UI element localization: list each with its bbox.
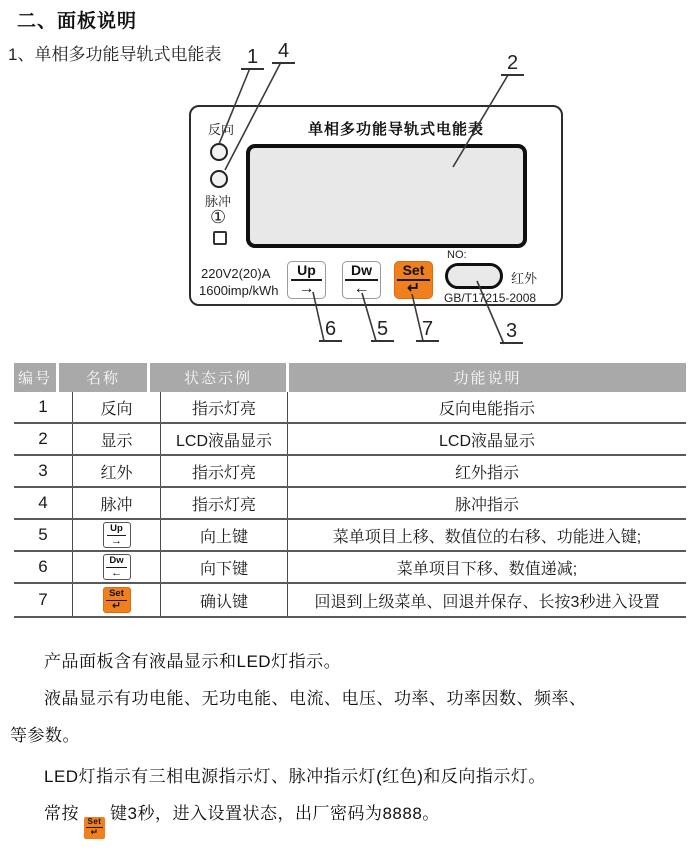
callout-6: 6	[319, 319, 342, 342]
lcd-display	[246, 144, 527, 248]
row-desc: 红外指示	[287, 456, 686, 486]
table-row	[14, 520, 686, 552]
enter-arrow-icon: ↵	[406, 280, 421, 297]
infrared-label: 红外	[511, 271, 538, 286]
paragraph-text: 键3秒，进入设置状态，出厂密码为8888。	[110, 804, 440, 823]
down-button-label: Dw	[345, 263, 378, 281]
up-arrow-icon: →	[111, 534, 122, 547]
row-number: 3	[38, 461, 48, 480]
body-text	[10, 643, 692, 839]
no-label: NO:	[447, 249, 467, 261]
row-status: 指示灯亮	[160, 488, 287, 518]
row-status: 指示灯亮	[160, 456, 287, 486]
up-key-label: Up	[107, 524, 126, 536]
dw-arrow-icon: ←	[111, 566, 122, 579]
row-status: 确认键	[160, 584, 287, 616]
row-status: 向上键	[160, 520, 287, 550]
section-heading: 二、面板说明	[17, 11, 138, 32]
set-key-icon	[103, 587, 131, 613]
table-header-cell: 状态示例	[150, 363, 286, 392]
set-button-label: Set	[397, 263, 431, 281]
table-header-row	[14, 363, 686, 392]
standard-code: GB/T17215-2008	[444, 291, 537, 305]
row-name	[72, 520, 160, 550]
row-status: LCD液晶显示	[160, 424, 287, 454]
voltage-rating: 220V2(20)A	[201, 266, 271, 281]
pulse-led-label: 脉冲	[205, 194, 232, 209]
spec-table	[14, 363, 686, 618]
table-header-cell: 编号	[14, 363, 56, 392]
row-number: 2	[38, 429, 48, 448]
callout-3: 3	[500, 321, 523, 344]
up-key-icon	[103, 522, 131, 548]
table-body	[14, 392, 686, 618]
meter-title: 单相多功能导轨式电能表	[307, 121, 484, 138]
row-status: 指示灯亮	[160, 392, 287, 422]
callout-5: 5	[371, 319, 394, 342]
dw-key-icon	[103, 554, 131, 580]
callout-1: 1	[241, 47, 264, 70]
row-number: 1	[38, 397, 48, 416]
set-key-icon: Set ↵	[84, 817, 105, 839]
impulse-rating: 1600imp/kWh	[199, 283, 279, 298]
table-header-cell: 名称	[59, 363, 147, 392]
row-desc: 回退到上级菜单、回退并保存、长按3秒进入设置	[287, 584, 686, 616]
row-desc: LCD液晶显示	[287, 424, 686, 454]
row-name: 脉冲	[72, 488, 160, 518]
table-header-cell: 功能说明	[289, 363, 686, 392]
row-desc: 反向电能指示	[287, 392, 686, 422]
paragraph: 等参数。	[10, 726, 80, 745]
row-name: 反向	[72, 392, 160, 422]
row-number: 6	[38, 557, 48, 576]
paragraph	[10, 795, 692, 839]
set-button	[394, 261, 433, 299]
up-button-label: Up	[291, 263, 322, 281]
row-name: 红外	[72, 456, 160, 486]
pulse-led-icon	[210, 170, 228, 188]
row-name	[72, 552, 160, 582]
table-row	[14, 392, 686, 424]
table-row	[14, 488, 686, 520]
square-icon	[213, 231, 227, 245]
dw-key-label: Dw	[106, 556, 126, 568]
up-button	[287, 261, 326, 299]
paragraph: 液晶显示有功电能、无功电能、电流、电压、功率、功率因数、频率、	[44, 689, 587, 708]
table-row	[14, 456, 686, 488]
table-row	[14, 552, 686, 584]
set-arrow-icon: ↵	[111, 599, 122, 612]
table-row	[14, 584, 686, 618]
paragraph-text: 常按	[44, 804, 79, 823]
row-number: 7	[38, 590, 48, 609]
row-name	[72, 584, 160, 616]
row-desc: 菜单项目下移、数值递减;	[287, 552, 686, 582]
infrared-window	[445, 263, 503, 289]
left-arrow-icon: ←	[353, 280, 370, 297]
row-name: 显示	[72, 424, 160, 454]
row-desc: 菜单项目上移、数值位的右移、功能进入键;	[287, 520, 686, 550]
callout-4: 4	[272, 41, 295, 64]
right-arrow-icon: →	[298, 280, 315, 297]
subsection-heading: 1、单相多功能导轨式电能表	[8, 45, 222, 64]
table-row	[14, 424, 686, 456]
paragraph: LED灯指示有三相电源指示灯、脉冲指示灯(红色)和反向指示灯。	[44, 767, 546, 786]
row-desc: 脉冲指示	[287, 488, 686, 518]
circled-one-icon: ①	[210, 207, 227, 227]
callout-2: 2	[501, 53, 524, 76]
enter-arrow-icon: ↵	[90, 827, 99, 837]
reverse-led-icon	[210, 143, 228, 161]
callout-7: 7	[416, 319, 439, 342]
row-number: 5	[38, 525, 48, 544]
set-key-label: Set	[106, 589, 127, 601]
reverse-led-label: 反向	[208, 122, 235, 137]
row-number: 4	[38, 493, 48, 512]
paragraph: 产品面板含有液晶显示和LED灯指示。	[44, 652, 342, 671]
down-button	[342, 261, 381, 299]
row-status: 向下键	[160, 552, 287, 582]
meter-front-panel	[189, 105, 563, 306]
